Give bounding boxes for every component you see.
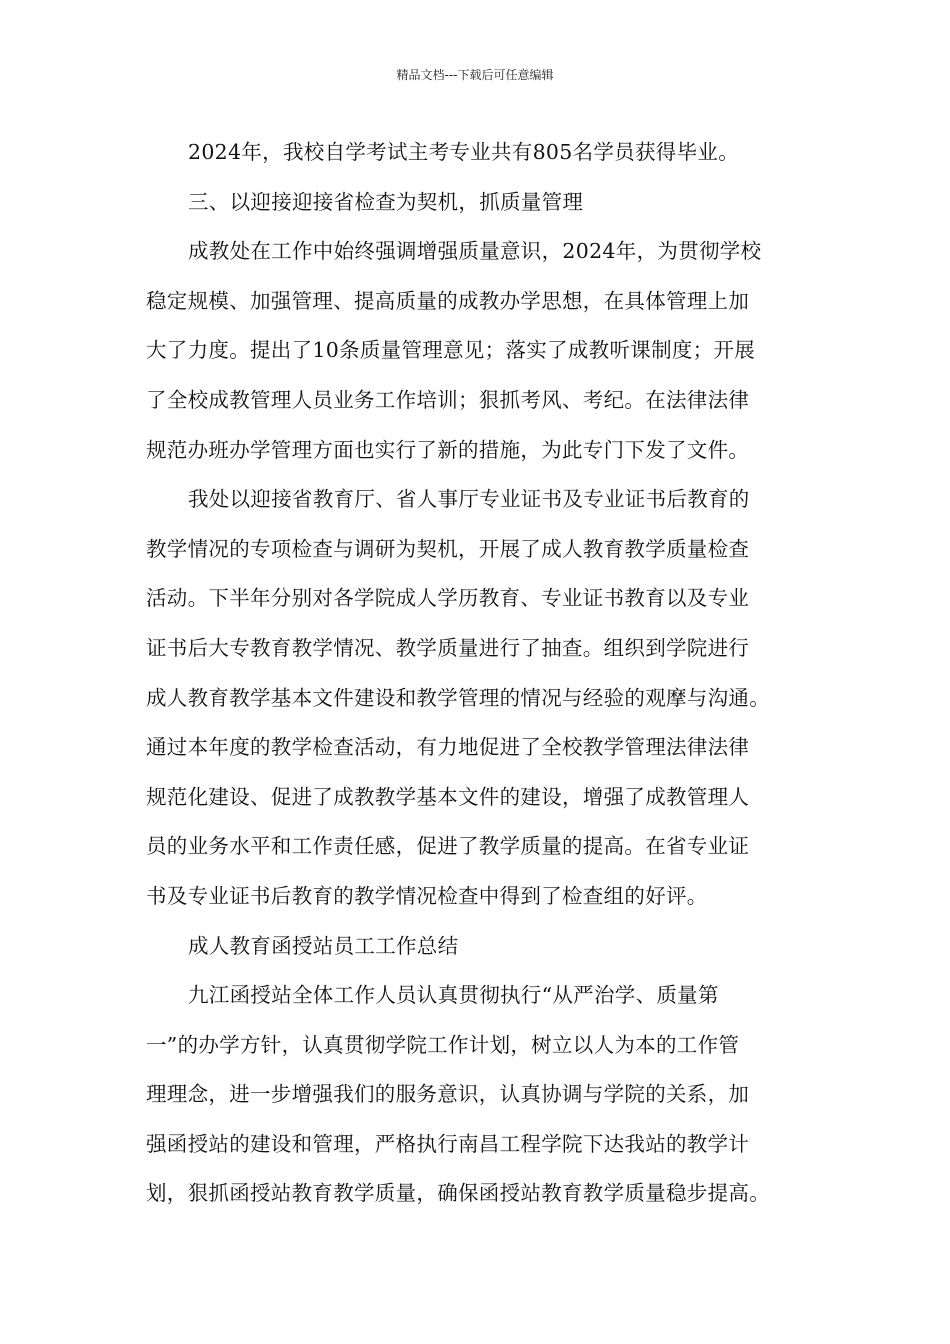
text-line: 一”的办学方针，认真贯彻学院工作计划，树立以人为本的工作管 [146, 1032, 740, 1057]
text-line: 员的业务水平和工作责任感，促进了教学质量的提高。在省专业证 [146, 834, 750, 859]
text-line: 活动。下半年分别对各学院成人学历教育、专业证书教育以及专业 [146, 586, 750, 611]
text-line: 规范办班办学管理方面也实行了新的措施，为此专门下发了文件。 [146, 437, 750, 462]
document-body [146, 128, 820, 1219]
text-line: 成人教育函授站员工工作总结 [188, 933, 459, 958]
text-line: 大了力度。提出了10条质量管理意见；落实了成教听课制度；开展 [146, 338, 756, 363]
text-line: 2024年，我校自学考试主考专业共有805名学员获得毕业。 [188, 140, 739, 164]
text-line: 通过本年度的教学检查活动，有力地促进了全校教学管理法律法律 [146, 735, 750, 760]
text-line: 强函授站的建设和管理，严格执行南昌工程学院下达我站的教学计 [146, 1131, 750, 1156]
text-line: 理理念，进一步增强我们的服务意识，认真协调与学院的关系，加 [146, 1082, 750, 1107]
text-line: 成人教育教学基本文件建设和教学管理的情况与经验的观摩与沟通。 [146, 685, 770, 710]
text-line: 划，狠抓函授站教育教学质量，确保函授站教育教学质量稳步提高。 [146, 1181, 770, 1206]
text-line: 书及专业证书后教育的教学情况检查中得到了检查组的好评。 [146, 883, 708, 908]
text-line: 我处以迎接省教育厅、省人事厅专业证书及专业证书后教育的 [188, 487, 750, 512]
text-line: 三、以迎接迎接省检查为契机，抓质量管理 [188, 189, 584, 214]
text-line: 九江函授站全体工作人员认真贯彻执行“从严治学、质量第 [188, 983, 719, 1008]
text-line: 教学情况的专项检查与调研为契机，开展了成人教育教学质量检查 [146, 536, 750, 561]
page-header: 精品文档---下载后可任意编辑 [396, 68, 554, 82]
text-line: 成教处在工作中始终强调增强质量意识，2024年，为贯彻学校 [188, 239, 762, 264]
text-line: 证书后大专教育教学情况、教学质量进行了抽查。组织到学院进行 [146, 635, 750, 660]
text-line: 了全校成教管理人员业务工作培训；狠抓考风、考纪。在法律法律 [146, 387, 750, 412]
text-line: 规范化建设、促进了成教教学基本文件的建设，增强了成教管理人 [146, 784, 750, 809]
text-line: 稳定规模、加强管理、提高质量的成教办学思想，在具体管理上加 [146, 288, 750, 313]
